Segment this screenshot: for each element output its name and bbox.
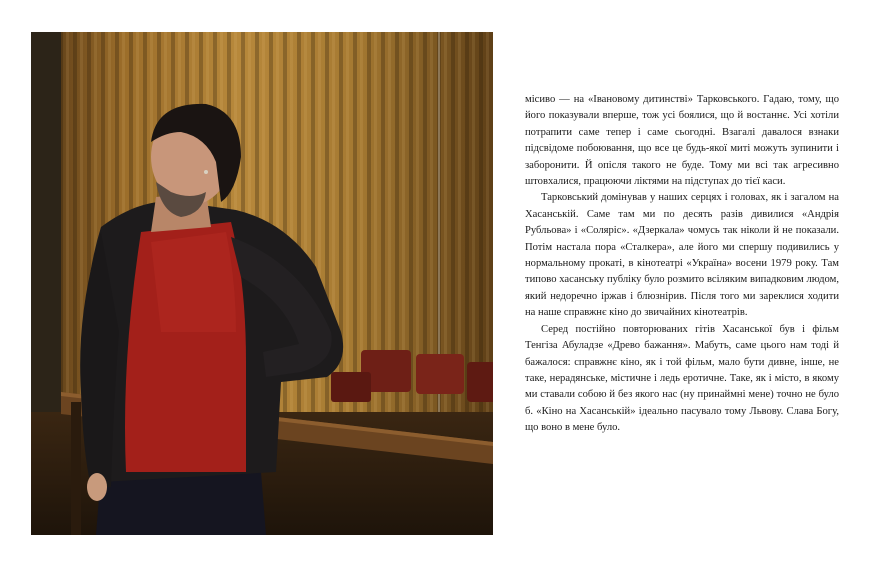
- wall-strip: [31, 32, 61, 412]
- paragraph-3: Серед постійно повторюваних гітів Хасанської був і фільм Тенгіза Абуладзе «Древо бажання». Мабуть, саме цього нам тоді й бажалося: справжнє кіно, як і той фільм, мало бути дивне, інше, не таке, нерадянське, містичне і ледь еротичне. Таке, як і місто, в якому ми ставали собою й без якого нас (ну принаймні мене) точно не було б. «Кіно на Хасанській» ідеально пасувало тому Львову. Слава Богу, що воно в мене було.: [525, 323, 839, 434]
- portrait-photo: [31, 32, 493, 535]
- paragraph-1: місиво — на «Івановому дитинстві» Тарковського. Гадаю, тому, що його показували вперше, тож усі боялися, що й востаннє. Усі хотіли потрапити саме тепер і саме сьогодні. Взагалі давалося взнаки підсвідоме побоювання, що все це будь-якої миті можуть зупинити і заборонити. Й опісля такого не буде. Тому ми всі так агресивно штовхалися, працюючи ліктями на підступах до тієї каси.: [525, 94, 839, 188]
- paragraph-2: Тарковський домінував у наших серцях і головах, як і загалом на Хасанській. Саме там ми по десять разів дивилися «Андрія Рубльова» і «Соляріс». «Дзеркала» чомусь так ніколи й не показали. Потім настала пора «Сталкера», але його ми спершу подивились у нормальному прокаті, в кінотеатрі «Україна» восени 1979 року. Там типово хасанську публіку було розмито всіляким випадковим людом, який недоречно іржав і блюзнірив. Після того ми зареклися ходити на наше справжнє кіно до звичайних кінотеатрів.: [525, 192, 839, 319]
- portrait-illustration: [31, 32, 493, 535]
- body-text-column: [525, 92, 839, 437]
